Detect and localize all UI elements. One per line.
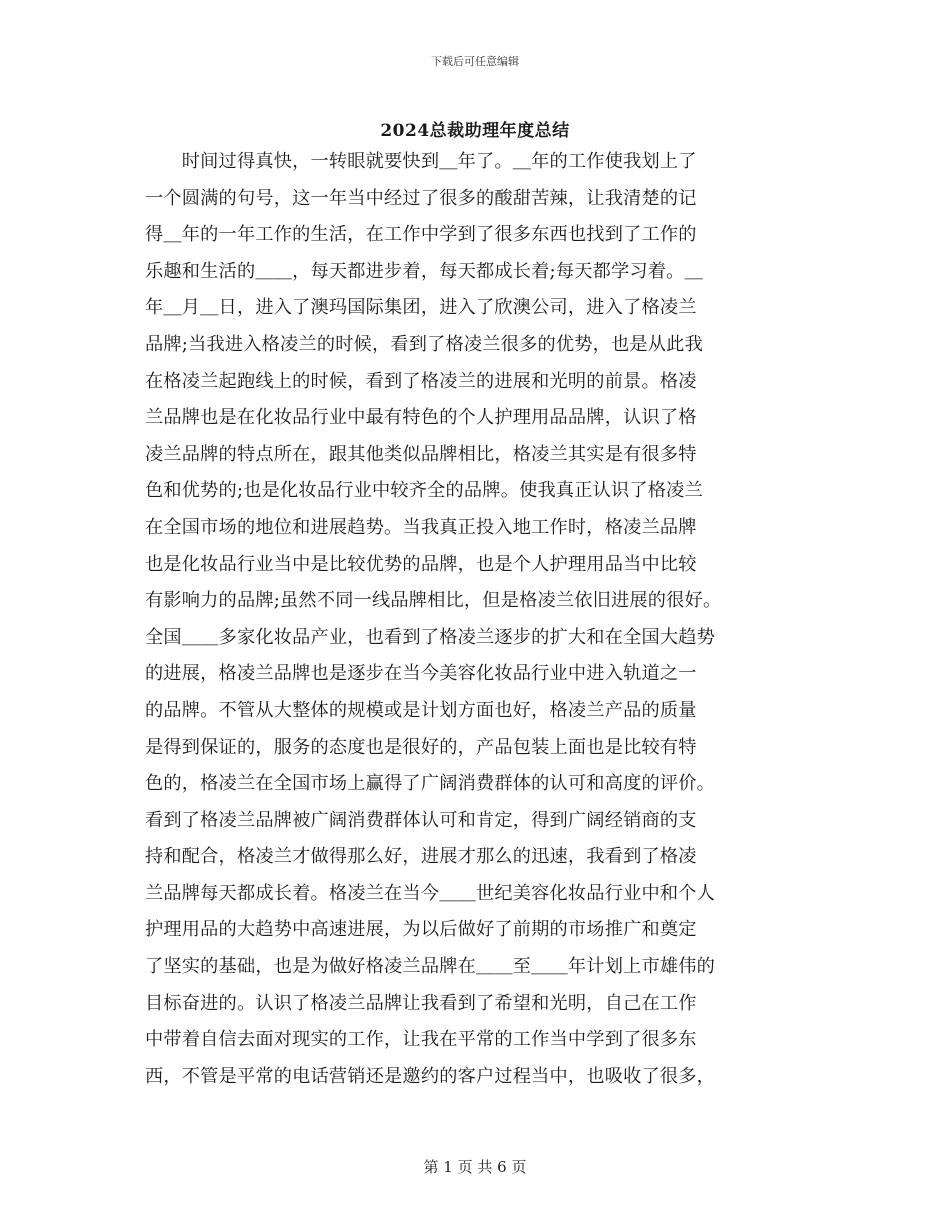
body-line: 全国＿＿多家化妆品产业，也看到了格凌兰逐步的扩大和在全国大趋势 bbox=[145, 626, 716, 648]
document-title: 2024总裁助理年度总结 bbox=[380, 121, 570, 141]
body-line: 色和优势的;也是化妆品行业中较齐全的品牌。使我真正认识了格凌兰 bbox=[145, 480, 703, 502]
body-line: 护理用品的大趋势中高速进展，为以后做好了前期的市场推广和奠定 bbox=[145, 919, 697, 941]
page-number-footer: 第 1 页 共 6 页 bbox=[423, 1158, 527, 1176]
body-line: 在全国市场的地位和进展趋势。当我真正投入地工作时，格凌兰品牌 bbox=[145, 516, 697, 538]
body-line: 在格凌兰起跑线上的时候，看到了格凌兰的进展和光明的前景。格凌 bbox=[145, 370, 697, 392]
body-line: 有影响力的品牌;虽然不同一线品牌相比，但是格凌兰依旧进展的很好。 bbox=[145, 590, 722, 612]
body-line: 看到了格凌兰品牌被广阔消费群体认可和肯定，得到广阔经销商的支 bbox=[145, 809, 697, 831]
body-line: 是得到保证的，服务的态度也是很好的，产品包装上面也是比较有特 bbox=[145, 736, 697, 758]
body-line: 时间过得真快，一转眼就要快到＿年了。＿年的工作使我划上了 bbox=[145, 151, 697, 172]
body-line: 目标奋进的。认识了格凌兰品牌让我看到了希望和光明，自己在工作 bbox=[145, 992, 697, 1014]
body-line: 了坚实的基础，也是为做好格凌兰品牌在＿＿至＿＿年计划上市雄伟的 bbox=[145, 956, 716, 978]
body-line: 一个圆满的句号，这一年当中经过了很多的酸甜苦辣，让我清楚的记 bbox=[145, 187, 697, 209]
body-line: 的品牌。不管从大整体的规模或是计划方面也好，格凌兰产品的质量 bbox=[145, 699, 697, 721]
document-body bbox=[145, 144, 805, 1095]
body-line: 兰品牌每天都成长着。格凌兰在当今＿＿世纪美容化妆品行业中和个人 bbox=[145, 882, 716, 904]
body-line: 的进展，格凌兰品牌也是逐步在当今美容化妆品行业中进入轨道之一 bbox=[145, 663, 697, 685]
body-line: 年＿月＿日，进入了澳玛国际集团，进入了欣澳公司，进入了格凌兰 bbox=[145, 297, 697, 319]
body-line: 兰品牌也是在化妆品行业中最有特色的个人护理用品品牌，认识了格 bbox=[145, 407, 697, 429]
body-line: 品牌;当我进入格凌兰的时候，看到了格凌兰很多的优势，也是从此我 bbox=[145, 333, 703, 355]
body-line: 中带着自信去面对现实的工作，让我在平常的工作当中学到了很多东 bbox=[145, 1029, 697, 1051]
body-line: 西，不管是平常的电话营销还是邀约的客户过程当中，也吸收了很多， bbox=[145, 1065, 716, 1087]
body-line: 乐趣和生活的＿＿，每天都进步着，每天都成长着;每天都学习着。＿ bbox=[145, 260, 703, 282]
body-line: 凌兰品牌的特点所在，跟其他类似品牌相比，格凌兰其实是有很多特 bbox=[145, 443, 697, 465]
page-header-note: 下载后可任意编辑 bbox=[431, 55, 519, 68]
body-line: 也是化妆品行业当中是比较优势的品牌，也是个人护理用品当中比较 bbox=[145, 553, 697, 575]
body-line: 持和配合，格凌兰才做得那么好，进展才那么的迅速，我看到了格凌 bbox=[145, 846, 697, 868]
body-line: 得＿年的一年工作的生活，在工作中学到了很多东西也找到了工作的 bbox=[145, 224, 697, 246]
body-line: 色的，格凌兰在全国市场上赢得了广阔消费群体的认可和高度的评价。 bbox=[145, 773, 716, 795]
